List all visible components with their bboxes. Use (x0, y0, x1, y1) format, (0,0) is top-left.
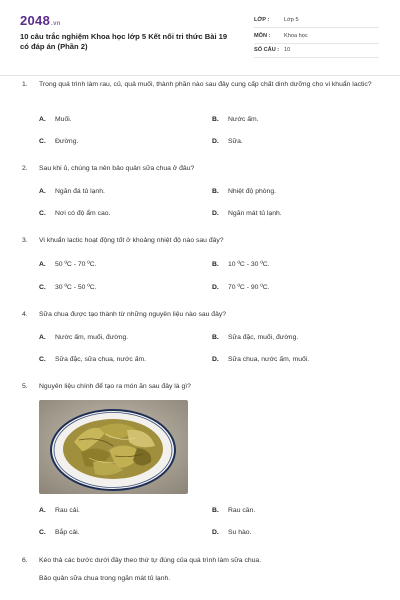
meta-key: LỚP : (254, 17, 270, 23)
option-text: Rau cải. (55, 507, 80, 514)
option-text: Nhiệt độ phòng. (228, 188, 276, 195)
meta-value: Khoa học (284, 33, 308, 39)
option-text: Bắp cải. (55, 529, 80, 536)
meta-row-subject (254, 30, 379, 44)
option-c[interactable] (39, 284, 97, 291)
meta-key: SỐ CÂU : (254, 47, 280, 53)
page-title: 10 câu trắc nghiệm Khoa học lớp 5 Kết nối tri thức Bài 19 có đáp án (Phần 2) (20, 32, 228, 51)
option-text: Nước ấm. (228, 116, 259, 123)
site-logo[interactable] (20, 13, 61, 28)
option-b[interactable] (212, 334, 298, 341)
option-text: 70 ºC - 90 ºC. (228, 284, 270, 291)
meta-row-count (254, 44, 379, 58)
option-d[interactable] (212, 284, 270, 291)
option-letter: D. (212, 529, 219, 536)
option-text: Sữa. (228, 138, 243, 145)
question-text: Nguyên liệu chính để tạo ra món ăn sau đây là gì? (39, 383, 191, 390)
question-number: 5. (22, 383, 28, 390)
question-number: 4. (22, 311, 28, 318)
option-letter: C. (39, 529, 46, 536)
option-d[interactable] (212, 529, 251, 536)
option-a[interactable] (39, 188, 105, 195)
option-c[interactable] (39, 138, 78, 145)
question-number: 1. (22, 81, 28, 88)
option-a[interactable] (39, 116, 72, 123)
option-letter: C. (39, 356, 46, 363)
question-step-text[interactable]: Bảo quản sữa chua trong ngăn mát tủ lạnh. (39, 575, 171, 582)
option-letter: B. (212, 188, 219, 195)
option-text: 10 ºC - 30 ºC. (228, 261, 270, 268)
option-text: Su hào. (228, 529, 252, 536)
question-text: Sau khi ủ, chúng ta nên bảo quản sữa chua ở đâu? (39, 165, 195, 172)
document-header (0, 0, 400, 76)
option-text: Nơi có độ ẩm cao. (55, 210, 111, 217)
option-letter: B. (212, 507, 219, 514)
option-text: Ngăn đá tủ lạnh. (55, 188, 105, 195)
option-letter: D. (212, 210, 219, 217)
option-c[interactable] (39, 210, 110, 217)
question-number: 2. (22, 165, 28, 172)
meta-value: 10 (284, 47, 291, 53)
option-b[interactable] (212, 261, 270, 268)
meta-key: MÔN : (254, 33, 271, 39)
option-text: 30 ºC - 50 ºC. (55, 284, 97, 291)
option-a[interactable] (39, 261, 97, 268)
option-letter: A. (39, 261, 46, 268)
option-letter: D. (212, 356, 219, 363)
option-letter: A. (39, 507, 46, 514)
question-number: 3. (22, 237, 28, 244)
option-a[interactable] (39, 334, 128, 341)
option-b[interactable] (212, 188, 276, 195)
option-text: Nước ấm, muối, đường. (55, 334, 129, 341)
question-text: Vi khuẩn lactic hoạt động tốt ở khoảng nhiệt độ nào sau đây? (39, 237, 224, 244)
option-text: 50 ºC - 70 ºC. (55, 261, 97, 268)
option-letter: C. (39, 284, 46, 291)
option-text: Sữa đặc, sữa chua, nước ấm. (55, 356, 147, 363)
question-number: 6. (22, 557, 28, 564)
option-c[interactable] (39, 529, 80, 536)
option-text: Rau cần. (228, 507, 256, 514)
option-text: Sữa đặc, muối, đường. (228, 334, 299, 341)
option-letter: B. (212, 261, 219, 268)
option-letter: B. (212, 334, 219, 341)
option-a[interactable] (39, 507, 80, 514)
option-text: Muối. (55, 116, 72, 123)
option-b[interactable] (212, 507, 255, 514)
option-letter: C. (39, 210, 46, 217)
question-text: Sữa chua được tạo thành từ những nguyên liệu nào sau đây? (39, 311, 227, 318)
option-letter: D. (212, 138, 219, 145)
option-letter: A. (39, 188, 46, 195)
option-letter: A. (39, 116, 46, 123)
option-b[interactable] (212, 116, 259, 123)
meta-row-class (254, 14, 379, 28)
option-text: Ngăn mát tủ lạnh. (228, 210, 282, 217)
option-d[interactable] (212, 210, 282, 217)
pickled-greens-photo (39, 400, 188, 494)
option-text: Đường. (55, 138, 79, 145)
option-d[interactable] (212, 356, 309, 363)
option-c[interactable] (39, 356, 146, 363)
option-letter: C. (39, 138, 46, 145)
option-letter: D. (212, 284, 219, 291)
option-letter: A. (39, 334, 46, 341)
question-text: Kéo thả các bước dưới đây theo thứ tự đúng của quá trình làm sữa chua. (39, 557, 262, 564)
pickled-greens-image (39, 400, 188, 494)
option-d[interactable] (212, 138, 243, 145)
logo-suffix: .vn (51, 21, 61, 27)
option-text: Sữa chua, nước ấm, muối. (228, 356, 310, 363)
meta-value: Lớp 5 (284, 17, 299, 23)
logo-text: 2048 (20, 13, 51, 28)
question-text: Trong quá trình làm rau, củ, quả muối, thành phần nào sau đây cung cấp chất dinh dưỡng cho vi khuẩn lactic? (39, 81, 372, 88)
option-letter: B. (212, 116, 219, 123)
